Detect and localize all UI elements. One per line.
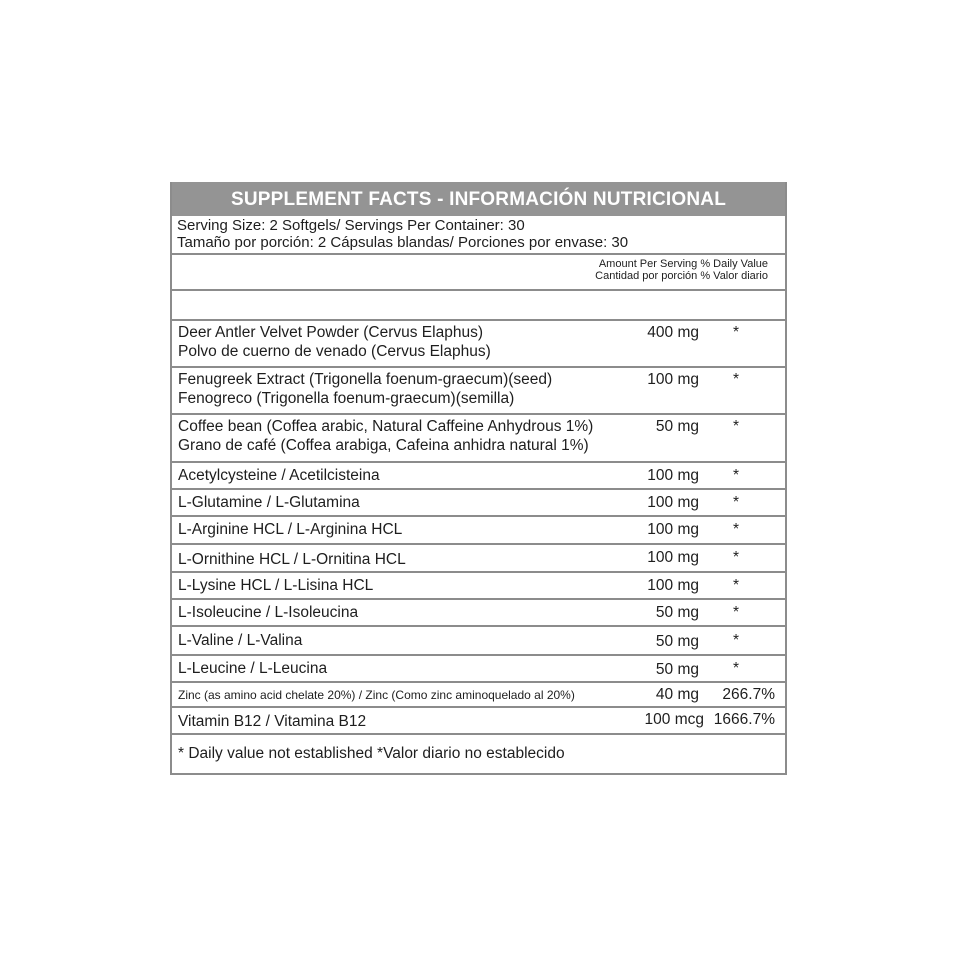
ingredient-amount: 50 mg	[655, 604, 699, 621]
ingredient-name-es: Grano de café (Coffea arabiga, Cafeina anhidra natural 1%)	[178, 437, 589, 454]
ingredient-amount: 50 mg	[655, 661, 699, 678]
ingredient-amount: 100 mg	[647, 521, 699, 538]
ingredient-daily-value: *	[732, 604, 740, 621]
ingredient-name	[178, 323, 491, 361]
ingredient-amount: 50 mg	[655, 633, 699, 650]
ingredient-name: L-Ornithine HCL / L-Ornitina HCL	[178, 551, 406, 568]
ingredient-name-es: Fenogreco (Trigonella foenum-graecum)(semilla)	[178, 390, 515, 407]
ingredient-row	[172, 683, 785, 708]
ingredient-row	[172, 627, 785, 656]
ingredient-daily-value: *	[732, 632, 740, 649]
ingredient-daily-value: *	[732, 371, 740, 388]
ingredient-row	[172, 490, 785, 517]
ingredient-amount: 40 mg	[655, 686, 699, 703]
ingredient-amount: 100 mg	[647, 371, 699, 388]
ingredient-name: L-Lysine HCL / L-Lisina HCL	[178, 577, 374, 594]
ingredient-row	[172, 415, 785, 463]
ingredient-daily-value: *	[732, 467, 740, 484]
ingredient-daily-value: 1666.7%	[713, 711, 775, 728]
ingredient-name	[178, 417, 593, 455]
ingredient-daily-value: *	[732, 494, 740, 511]
ingredient-row	[172, 517, 785, 545]
ingredient-daily-value: *	[732, 324, 740, 341]
ingredient-row	[172, 463, 785, 490]
ingredient-amount: 100 mg	[647, 549, 699, 566]
ingredient-amount: 50 mg	[655, 418, 699, 435]
ingredient-row	[172, 545, 785, 573]
column-headers	[172, 255, 785, 291]
supplement-facts-panel	[170, 182, 787, 775]
ingredient-amount: 100 mg	[647, 467, 699, 484]
ingredient-name: L-Valine / L-Valina	[178, 632, 303, 649]
empty-row	[172, 291, 785, 321]
column-header-es: Cantidad por porción % Valor diario	[595, 270, 768, 282]
ingredient-daily-value: *	[732, 549, 740, 566]
ingredient-amount: 400 mg	[647, 324, 699, 341]
ingredient-name: Vitamin B12 / Vitamina B12	[178, 713, 367, 730]
ingredient-row	[172, 368, 785, 415]
ingredient-daily-value: *	[732, 577, 740, 594]
ingredient-row	[172, 708, 785, 735]
ingredient-name-en: Coffee bean (Coffea arabic, Natural Caffeine Anhydrous 1%)	[178, 418, 594, 435]
ingredient-row	[172, 321, 785, 368]
footnote: * Daily value not established *Valor diario no establecido	[178, 745, 565, 762]
ingredient-daily-value: *	[732, 418, 740, 435]
ingredient-name: L-Arginine HCL / L-Arginina HCL	[178, 521, 403, 538]
serving-size-es: Tamaño por porción: 2 Cápsulas blandas/ Porciones por envase: 30	[177, 234, 629, 251]
panel-title: SUPPLEMENT FACTS - INFORMACIÓN NUTRICIONAL	[172, 182, 785, 216]
ingredient-name-en: Fenugreek Extract (Trigonella foenum-graecum)(seed)	[178, 371, 553, 388]
ingredient-name	[178, 370, 552, 408]
column-header-labels	[595, 258, 768, 282]
serving-size-en: Serving Size: 2 Softgels/ Servings Per Container: 30	[177, 217, 525, 234]
ingredient-name: L-Glutamine / L-Glutamina	[178, 494, 360, 511]
ingredient-row	[172, 600, 785, 627]
ingredient-name: Zinc (as amino acid chelate 20%) / Zinc (Como zinc aminoquelado al 20%)	[178, 688, 575, 702]
ingredient-name-es: Polvo de cuerno de venado (Cervus Elaphus)	[178, 343, 491, 360]
ingredient-amount: 100 mg	[647, 577, 699, 594]
ingredient-daily-value: 266.7%	[722, 686, 775, 703]
ingredient-daily-value: *	[732, 660, 740, 677]
ingredient-name: L-Isoleucine / L-Isoleucina	[178, 604, 359, 621]
ingredient-amount: 100 mcg	[644, 711, 704, 728]
ingredient-row	[172, 573, 785, 600]
ingredient-name-en: Deer Antler Velvet Powder (Cervus Elaphus)	[178, 324, 483, 341]
ingredient-amount: 100 mg	[647, 494, 699, 511]
ingredient-name: L-Leucine / L-Leucina	[178, 660, 328, 677]
ingredient-row	[172, 656, 785, 683]
column-header-en: Amount Per Serving % Daily Value	[598, 258, 768, 270]
ingredient-name: Acetylcysteine / Acetilcisteina	[178, 467, 380, 484]
serving-info	[172, 216, 785, 255]
ingredient-daily-value: *	[732, 521, 740, 538]
